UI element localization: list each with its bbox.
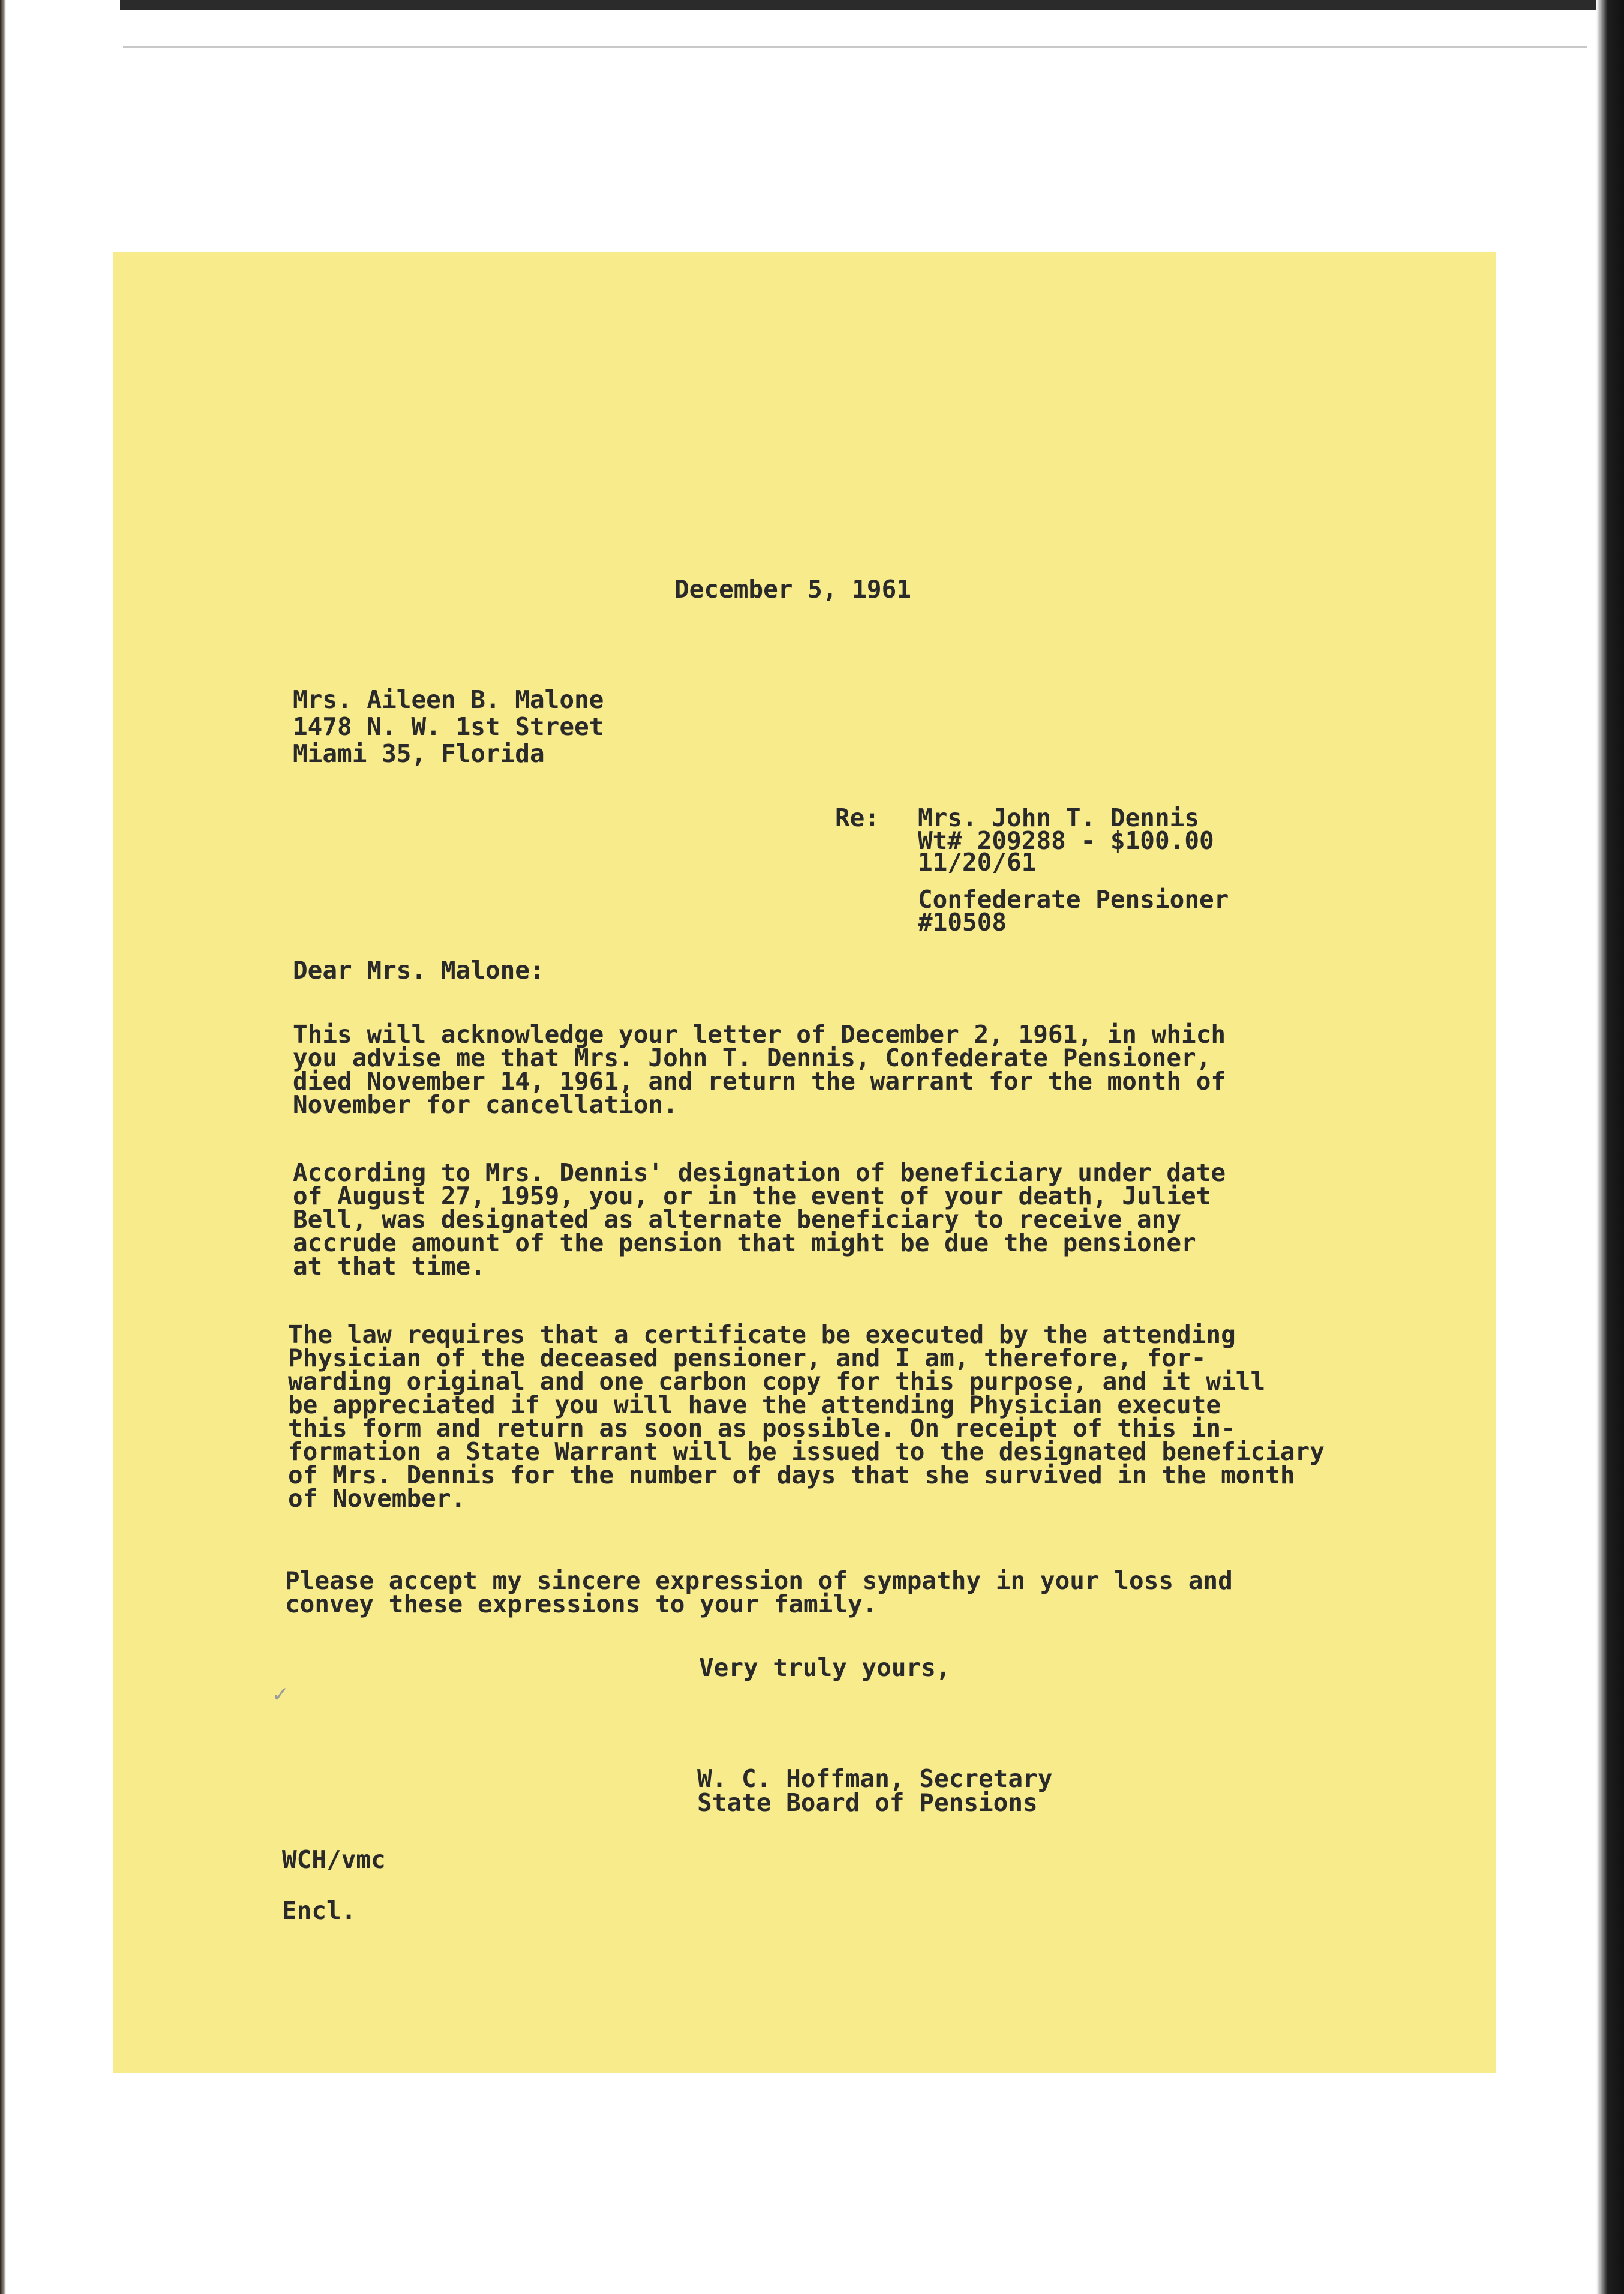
check-mark: ✓ bbox=[273, 1680, 288, 1708]
reference-line: Wt# 209288 - $100.00 bbox=[918, 826, 1214, 855]
reference-line: #10508 bbox=[918, 908, 1007, 937]
paragraph-sympathy bbox=[285, 1566, 1455, 1618]
reference-line: Confederate Pensioner bbox=[918, 885, 1229, 914]
paragraph-line: warding original and one carbon copy for this purpose, and it will bbox=[288, 1367, 1266, 1396]
paragraph-line: at that time. bbox=[293, 1252, 485, 1281]
signature-line: W. C. Hoffman, Secretary bbox=[697, 1764, 1053, 1793]
scan-right-edge bbox=[1596, 0, 1624, 2294]
paragraph-line: you advise me that Mrs. John T. Dennis, Confederate Pensioner, bbox=[293, 1043, 1211, 1072]
paragraph-line: this form and return as soon as possible. On receipt of this in- bbox=[288, 1414, 1236, 1443]
paragraph-line: of August 27, 1959, you, or in the event of your death, Juliet bbox=[293, 1182, 1211, 1210]
scan-top-line bbox=[123, 46, 1587, 48]
paragraph-line: This will acknowledge your letter of December 2, 1961, in which bbox=[293, 1020, 1226, 1049]
paragraph-line: Bell, was designated as alternate beneficiary to receive any bbox=[293, 1205, 1182, 1234]
salutation: Dear Mrs. Malone: bbox=[293, 956, 545, 985]
paragraph-acknowledgement bbox=[293, 1020, 1463, 1119]
paragraph-line: Please accept my sincere expression of sympathy in your loss and bbox=[285, 1566, 1233, 1595]
paragraph-line: convey these expressions to your family. bbox=[285, 1590, 878, 1618]
typist-initials: WCH/vmc bbox=[282, 1845, 386, 1874]
signature-line: State Board of Pensions bbox=[697, 1788, 1038, 1817]
paragraph-line: Physician of the deceased pensioner, and I am, therefore, for- bbox=[288, 1344, 1206, 1372]
scan-left-edge bbox=[0, 0, 6, 2294]
reference-label: Re: bbox=[835, 803, 880, 832]
recipient-line: 1478 N. W. 1st Street bbox=[293, 712, 604, 741]
paragraph-line: be appreciated if you will have the attending Physician execute bbox=[288, 1390, 1221, 1419]
recipient-line: Mrs. Aileen B. Malone bbox=[293, 685, 604, 714]
recipient-line: Miami 35, Florida bbox=[293, 739, 545, 768]
paragraph-line: of Mrs. Dennis for the number of days that she survived in the month bbox=[288, 1461, 1295, 1489]
letter-date: December 5, 1961 bbox=[674, 575, 911, 604]
paragraph-beneficiary bbox=[293, 1158, 1463, 1281]
scan-top-edge bbox=[120, 0, 1624, 10]
closing: Very truly yours, bbox=[699, 1653, 951, 1682]
reference-line: Mrs. John T. Dennis bbox=[918, 803, 1199, 832]
paragraph-line: died November 14, 1961, and return the warrant for the month of bbox=[293, 1067, 1226, 1096]
paragraph-line: of November. bbox=[288, 1484, 466, 1513]
paragraph-line: November for cancellation. bbox=[293, 1090, 678, 1119]
paragraph-line: accrude amount of the pension that might be due the pensioner bbox=[293, 1228, 1196, 1257]
paragraph-line: formation a State Warrant will be issued to the designated beneficiary bbox=[288, 1437, 1325, 1466]
paragraph-line: The law requires that a certificate be executed by the attending bbox=[288, 1320, 1236, 1349]
paragraph-certificate bbox=[288, 1320, 1458, 1513]
reference-line: 11/20/61 bbox=[918, 848, 1037, 877]
enclosure-note: Encl. bbox=[282, 1896, 356, 1925]
paragraph-line: According to Mrs. Dennis' designation of beneficiary under date bbox=[293, 1158, 1226, 1187]
